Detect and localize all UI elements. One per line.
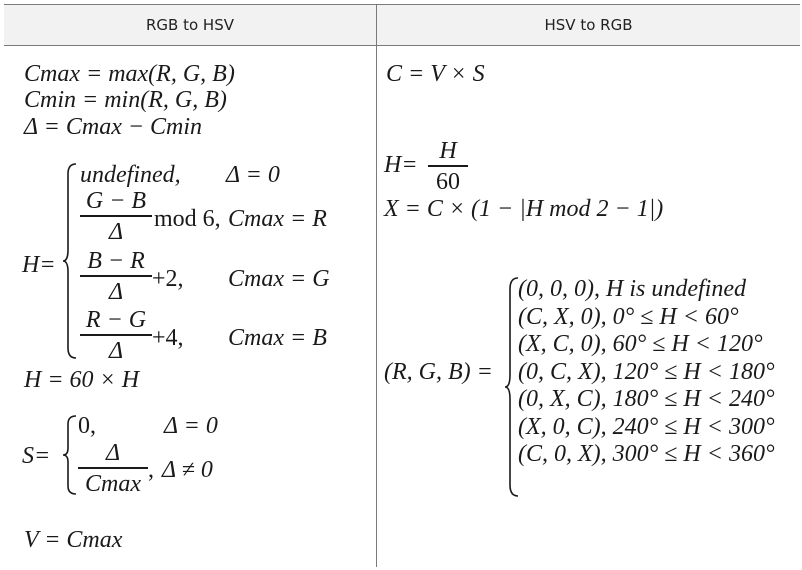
rgb-case-60-120: (X, C, 0), 60° ≤ H < 120° <box>518 331 763 357</box>
hue-scale-formula: H = 60 × H <box>24 367 140 393</box>
fraction-numerator: B − R <box>87 248 145 274</box>
fraction-denominator: Cmax <box>85 470 141 497</box>
hue-case-r-tail: mod 6, <box>154 206 221 232</box>
saturation-left-brace <box>62 414 78 496</box>
cmax-formula: Cmax = max(R, G, B) <box>24 61 235 87</box>
rgb-case-0-60: (C, X, 0), 0° ≤ H < 60° <box>518 304 739 330</box>
fraction-numerator: Δ <box>105 440 121 466</box>
rgb-case-240-300: (X, 0, C), 240° ≤ H < 300° <box>518 414 775 440</box>
delta-formula: Δ = Cmax − Cmin <box>24 114 203 140</box>
header-rgb-to-hsv: RGB to HSV <box>146 16 234 34</box>
value-formula: V = Cmax <box>24 527 123 553</box>
fraction-denominator: Δ <box>108 278 124 305</box>
saturation-case-comma: , <box>148 457 154 483</box>
rgb-case-undefined: (0, 0, 0), H is undefined <box>518 276 746 302</box>
hue-fraction-r-minus-g <box>80 307 152 364</box>
hue-fraction-b-minus-r <box>80 248 152 305</box>
hue-left-brace <box>62 162 78 360</box>
chroma-formula: C = V × S <box>386 61 485 87</box>
cmin-formula: Cmin = min(R, G, B) <box>24 87 227 113</box>
saturation-piecewise-label: S= <box>22 443 51 469</box>
saturation-case-zero-condition: Δ = 0 <box>164 413 218 439</box>
hprime-label: H= <box>384 152 418 178</box>
hue-case-g-condition: Cmax = G <box>228 266 330 292</box>
rgb-case-120-180: (0, C, X), 120° ≤ H < 180° <box>518 359 775 385</box>
hue-fraction-g-minus-b <box>80 188 152 245</box>
fraction-bar <box>78 467 148 469</box>
fraction-numerator: G − B <box>85 188 147 214</box>
fraction-bar <box>80 215 152 217</box>
fraction-bar <box>80 334 152 336</box>
fraction-numerator: H <box>439 138 457 164</box>
fraction-numerator: R − G <box>85 307 147 333</box>
hue-case-undefined: undefined, <box>80 162 181 188</box>
x-formula: X = C × (1 − |H mod 2 − 1|) <box>384 196 664 222</box>
fraction-bar <box>428 165 468 167</box>
table-header-divider <box>4 45 800 46</box>
hue-case-r-condition: Cmax = R <box>228 206 327 232</box>
table-column-divider <box>376 4 377 567</box>
rgb-case-300-360: (C, 0, X), 300° ≤ H < 360° <box>518 441 775 467</box>
fraction-denominator: Δ <box>108 337 124 364</box>
fraction-denominator: 60 <box>436 168 460 195</box>
hue-case-undefined-condition: Δ = 0 <box>226 162 280 188</box>
rgb-piecewise-label: (R, G, B) = <box>384 359 493 385</box>
saturation-case-nonzero-condition: Δ ≠ 0 <box>162 457 213 483</box>
hue-case-b-tail: +4, <box>152 325 184 351</box>
hprime-fraction <box>428 138 468 195</box>
rgb-case-180-240: (0, X, C), 180° ≤ H < 240° <box>518 386 775 412</box>
hue-case-b-condition: Cmax = B <box>228 325 327 351</box>
saturation-fraction <box>78 440 148 497</box>
saturation-case-zero: 0, <box>78 413 96 439</box>
hue-piecewise-label: H= <box>22 252 56 278</box>
hue-case-g-tail: +2, <box>152 266 184 292</box>
fraction-bar <box>80 275 152 277</box>
fraction-denominator: Δ <box>108 218 124 245</box>
header-hsv-to-rgb: HSV to RGB <box>544 16 633 34</box>
